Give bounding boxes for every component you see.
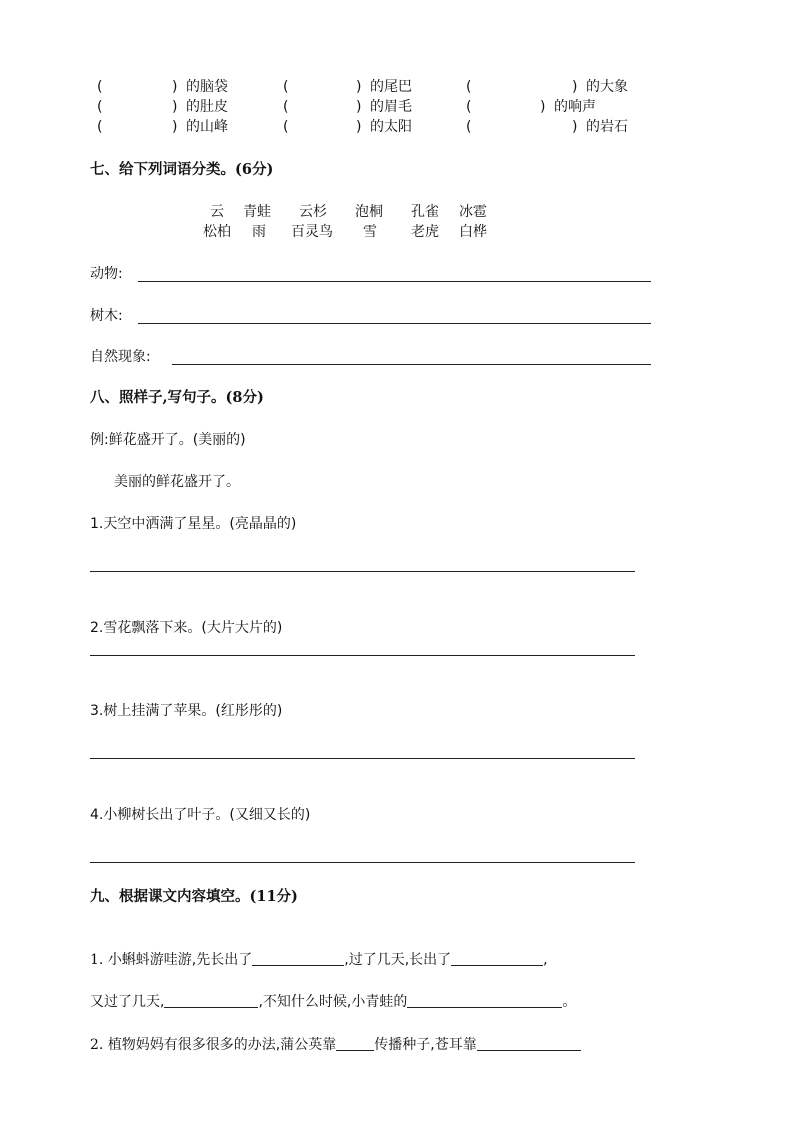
fill-question-1-line-2 xyxy=(90,993,576,1011)
blank[interactable] xyxy=(164,993,258,1008)
paren-open: ( xyxy=(466,79,472,95)
text-segment: 又过了几天, xyxy=(90,994,165,1010)
noun-phrase: 的肚皮 xyxy=(186,99,228,115)
paren-open: ( xyxy=(97,99,103,115)
paren-close: ) xyxy=(172,99,178,115)
text-segment: 小蝌蚪游哇游,先长出了 xyxy=(107,952,253,968)
word: 老虎 xyxy=(411,224,439,240)
paren-close: ) xyxy=(172,79,178,95)
blank[interactable] xyxy=(451,951,543,966)
word: 白桦 xyxy=(459,224,487,240)
paren-open: ( xyxy=(283,119,289,135)
section-9-title: 九、根据课文内容填空。(11分) xyxy=(90,888,298,905)
section-8-title: 八、照样子,写句子。(8分) xyxy=(90,389,264,406)
text-segment: 传播种子,苍耳靠 xyxy=(374,1037,477,1053)
paren-open: ( xyxy=(466,99,472,115)
text-segment: ,过了几天,长出了 xyxy=(344,952,452,968)
word: 百灵鸟 xyxy=(291,224,333,240)
question-1: 1.天空中洒满了星星。(亮晶晶的) xyxy=(90,516,297,532)
section-7-title: 七、给下列词语分类。(6分) xyxy=(90,161,274,178)
fill-question-1-line-1 xyxy=(90,951,548,969)
answer-line-3[interactable] xyxy=(90,758,635,759)
noun-phrase: 的山峰 xyxy=(186,119,228,135)
word: 雪 xyxy=(363,224,377,240)
text-segment: 植物妈妈有很多很多的办法,蒲公英靠 xyxy=(107,1037,337,1053)
paren-open: ( xyxy=(283,99,289,115)
noun-phrase: 的脑袋 xyxy=(186,79,228,95)
blank[interactable] xyxy=(252,951,344,966)
nature-label: 自然现象: xyxy=(90,349,151,365)
question-2: 2.雪花飘落下来。(大片大片的) xyxy=(90,620,283,636)
question-number: 1. xyxy=(90,952,104,968)
paren-open: ( xyxy=(466,119,472,135)
word: 青蛙 xyxy=(243,204,271,220)
paren-close: ) xyxy=(572,119,578,135)
blank[interactable] xyxy=(336,1036,374,1051)
noun-phrase: 的大象 xyxy=(586,79,628,95)
paren-open: ( xyxy=(97,79,103,95)
word: 松柏 xyxy=(203,224,231,240)
question-4: 4.小柳树长出了叶子。(又细又长的) xyxy=(90,807,311,823)
paren-close: ) xyxy=(572,79,578,95)
text-segment: ,不知什么时候,小青蛙的 xyxy=(258,994,408,1010)
noun-phrase: 的眉毛 xyxy=(370,99,412,115)
fill-question-2 xyxy=(90,1036,581,1054)
text-segment: 。 xyxy=(562,994,577,1010)
paren-close: ) xyxy=(172,119,178,135)
answer-line-4[interactable] xyxy=(90,862,635,863)
nature-answer-line[interactable] xyxy=(172,364,651,365)
word: 冰雹 xyxy=(459,204,487,220)
paren-open: ( xyxy=(97,119,103,135)
answer-line-1[interactable] xyxy=(90,571,635,572)
trees-label: 树木: xyxy=(90,308,123,324)
question-3: 3.树上挂满了苹果。(红彤彤的) xyxy=(90,703,283,719)
word: 泡桐 xyxy=(355,204,383,220)
answer-line-2[interactable] xyxy=(90,655,635,656)
paren-close: ) xyxy=(540,99,546,115)
word: 云 xyxy=(210,204,224,220)
paren-close: ) xyxy=(356,119,362,135)
animals-answer-line[interactable] xyxy=(138,281,651,282)
word: 孔雀 xyxy=(411,204,439,220)
text-segment: , xyxy=(543,952,548,968)
word: 云杉 xyxy=(299,204,327,220)
example-answer: 美丽的鲜花盛开了。 xyxy=(114,474,240,490)
word: 雨 xyxy=(252,224,266,240)
animals-label: 动物: xyxy=(90,266,123,282)
blank[interactable] xyxy=(407,993,562,1008)
trees-answer-line[interactable] xyxy=(138,323,651,324)
question-number: 2. xyxy=(90,1037,104,1053)
blank[interactable] xyxy=(477,1036,581,1051)
noun-phrase: 的响声 xyxy=(554,99,596,115)
example-sentence: 例:鲜花盛开了。(美丽的) xyxy=(90,432,246,448)
noun-phrase: 的岩石 xyxy=(586,119,628,135)
paren-close: ) xyxy=(356,79,362,95)
noun-phrase: 的太阳 xyxy=(370,119,412,135)
paren-open: ( xyxy=(283,79,289,95)
noun-phrase: 的尾巴 xyxy=(370,79,412,95)
paren-close: ) xyxy=(356,99,362,115)
